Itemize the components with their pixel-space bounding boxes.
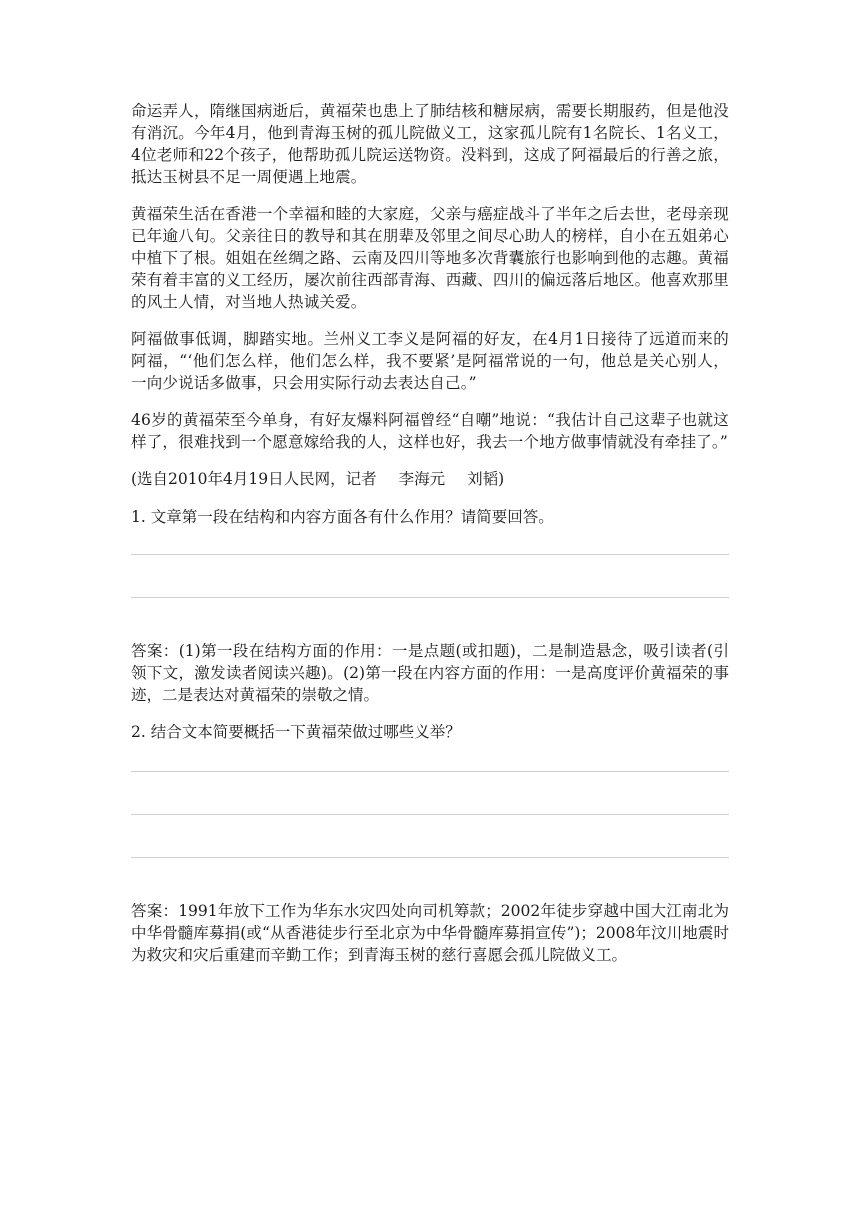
question-1: 1. 文章第一段在结构和内容方面各有什么作用？请简要回答。: [131, 508, 554, 526]
source-reporter-1: 李海元: [398, 470, 446, 488]
answer-1: 答案：(1)第一段在结构方面的作用：一是点题(或扣题)，二是制造悬念，吸引读者(引领下文，激发读者阅读兴趣)。(2)第一段在内容方面的作用：一是高度评价黄福荣的事迹，二是表达对黄福荣的崇敬之情。: [131, 642, 729, 704]
source-reporter-2: 刘韬): [467, 470, 505, 488]
source-prefix: (选自2010年4月19日人民网，记者: [131, 470, 377, 488]
answer-line: [131, 554, 729, 555]
answer-line: [131, 857, 729, 858]
document-page: [131, 100, 729, 981]
answer-line: [131, 771, 729, 772]
answer-lines-2: [131, 753, 729, 858]
paragraph-3: 阿福做事低调，脚踏实地。兰州义工李义是阿福的好友，在4月1日接待了远道而来的阿福，“‘他们怎么样，他们怎么样，我不要紧’是阿福常说的一句，他总是关心别人，一向少说话多做事，只会用实际行动去表达自己。”: [131, 330, 729, 392]
answer-line: [131, 597, 729, 598]
answer-line: [131, 814, 729, 815]
source-citation: [131, 468, 729, 490]
paragraph-1: 命运弄人，隋继国病逝后，黄福荣也患上了肺结核和糖尿病，需要长期服药，但是他没有消沉。今年4月，他到青海玉树的孤儿院做义工，这家孤儿院有1名院长、1名义工，4位老师和22个孩子，他帮助孤儿院运送物资。没料到，这成了阿福最后的行善之旅，抵达玉树县不足一周便遇上地震。: [131, 102, 729, 186]
question-2: 2. 结合文本简要概括一下黄福荣做过哪些义举？: [131, 723, 461, 741]
paragraph-4: 46岁的黄福荣至今单身，有好友爆料阿福曾经“自嘲”地说：“我估计自己这辈子也就这样了，很难找到一个愿意嫁给我的人，这样也好，我去一个地方做事情就没有牵挂了。”: [131, 411, 729, 451]
answer-lines-1: [131, 538, 729, 598]
paragraph-2: 黄福荣生活在香港一个幸福和睦的大家庭，父亲与癌症战斗了半年之后去世，老母亲现已年逾八旬。父亲往日的教导和其在朋辈及邻里之间尽心助人的榜样，自小在五姐弟心中植下了根。姐姐在丝绸之路、云南及四川等地多次背囊旅行也影响到他的志趣。黄福荣有着丰富的义工经历，屡次前往西部青海、西藏、四川的偏远落后地区。他喜欢那里的风土人情，对当地人热诚关爱。: [131, 205, 729, 311]
answer-2: 答案：1991年放下工作为华东水灾四处向司机筹款；2002年徒步穿越中国大江南北为中华骨髓库募捐(或“从香港徒步行至北京为中华骨髓库募捐宣传”)；2008年汶川地震时为救灾和灾后重建而辛勤工作；到青海玉树的慈行喜愿会孤儿院做义工。: [131, 902, 729, 964]
